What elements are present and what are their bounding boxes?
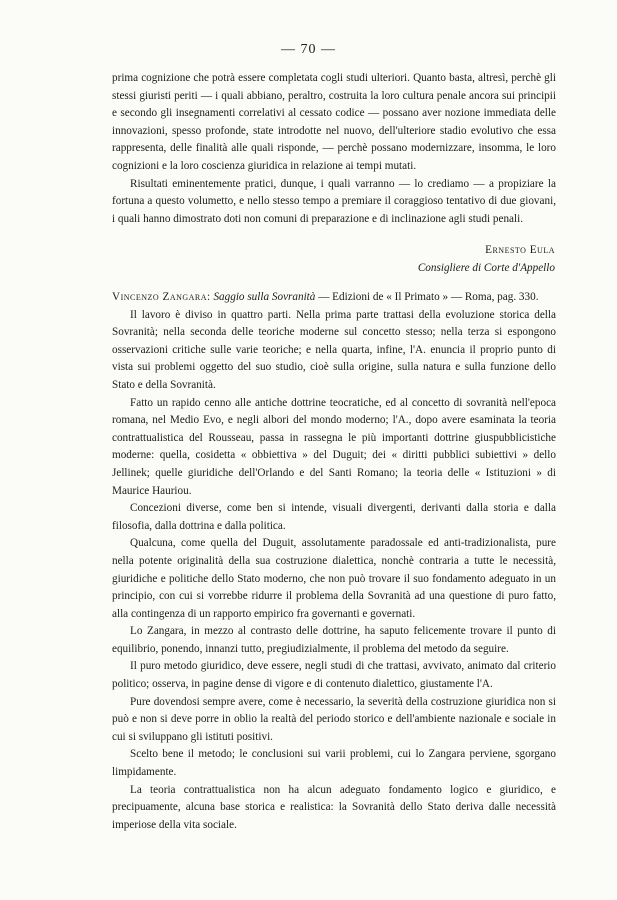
review-2-text xyxy=(112,289,556,834)
review-1-text xyxy=(112,70,556,228)
page-number: — 70 — xyxy=(281,42,336,57)
paragraph: Fatto un rapido cenno alle antiche dottrine teocratiche, ed al concetto di sovranità nell'epoca romana, nel Medio Evo, e negli albori del mondo moderno; l'A., dopo avere esaminata la teoria contrattualistica del Rousseau, passa in rassegna le più importanti dottrine giuspubblicistiche moderne: quella, cosidetta « obbiettiva » del Duguit; dei « diritti pubblici subiettivi » dello Jellinek; quelle giuridiche dell'Orlando e del Santi Romano; la teoria delle « Istituzioni » di Maurice Hauriou. xyxy=(112,396,556,497)
signature-name: Ernesto Eula xyxy=(485,244,555,256)
paragraph: Il puro metodo giuridico, deve essere, negli studi di che trattasi, avvivato, animato dal criterio politico; osserva, in pagine dense di vigore e di contenuto dialettico, giustamente l'A. xyxy=(112,660,556,691)
review-publisher: — Edizioni de « Il Primato » — Roma, pag. 330. xyxy=(318,291,539,303)
paragraph: Concezioni diverse, come ben si intende, visuali divergenti, derivanti dalla storia e dalla filosofia, dalla dottrina e dalla politica. xyxy=(112,502,556,532)
review-author: Vincenzo Zangara: xyxy=(112,291,211,303)
paragraph: Lo Zangara, in mezzo al contrasto delle dottrine, ha saputo felicemente trovare il punto di equilibrio, ponendo, innanzi tutto, pregiudizialmente, il problema del metodo da seguire. xyxy=(112,625,556,655)
paragraph: Qualcuna, come quella del Duguit, assolutamente paradossale ed anti-tradizionalista, pure nella potente originalità della sua costruzione dialettica, nonchè contraria a tutte le necessità, giuridiche e politiche dello Stato moderno, che non può trovare il suo fondamento adeguato in un principio, con cui si vorrebbe ridurre il problema della Sovranità ad una questione di puro fatto, alla contingenza di un rapporto empirico fra governanti e governati. xyxy=(112,537,556,620)
review-book-title: Saggio sulla Sovranità xyxy=(213,291,316,303)
paragraph: Scelto bene il metodo; le conclusioni sui varii problemi, cui lo Zangara perviene, sgorgano limpidamente. xyxy=(112,748,556,779)
signature-title: Consigliere di Corte d'Appello xyxy=(417,262,555,274)
review-heading xyxy=(112,289,556,307)
paragraph: Il lavoro è diviso in quattro parti. Nella prima parte trattasi della evoluzione storica della Sovranità; nella seconda delle teoriche moderne sul concetto stesso; nella terza si espongono osservazioni critiche sulle varie teoriche; e nella quarta, infine, l'A. enuncia il proprio punto di vista sui problemi oggetto del suo studio, cioè sulla origine, sulla natura e sulla funzione dello Stato e della Sovranità. xyxy=(112,308,556,391)
paragraph: Pure dovendosi sempre avere, come è necessario, la severità della costruzione giuridica non si può e non si deve porre in oblio la realtà del periodo storico e dell'ambiente nazionale e sociale in cui si sviluppano gli istituti positivi. xyxy=(112,695,556,743)
paragraph: Risultati eminentemente pratici, dunque, i quali varranno — lo crediamo — a propiziare la fortuna a questo volumetto, e nello stesso tempo a premiare il coraggioso tentativo di due giovani, i quali hanno dimostrato doti non comuni di preparazione e di inclinazione agli studi penali. xyxy=(112,177,556,225)
signature-block xyxy=(418,241,555,277)
paragraph: prima cognizione che potrà essere completata cogli studi ulteriori. Quanto basta, altresì, perchè gli stessi giuristi periti — i quali abbiano, peraltro, costruita la loro cultura penale ancora sui principii e secondo gli insegnamenti correlativi al cessato codice — possano aver nozione immediata delle innovazioni, spesso profonde, state introdotte nel nuovo, dell'ulteriore stadio evolutivo che essa rappresenta, delle finalità alle quali risponde, — perchè possano modernizzare, insomma, le loro cognizioni e la loro coscienza giuridica in relazione ai tempi mutati. xyxy=(112,72,556,172)
paragraph: La teoria contrattualistica non ha alcun adeguato fondamento logico e giuridico, e precipuamente, alcuna base storica e realistica: la Sovranità dello Stato deriva dalle necessità imperiose della vita sociale. xyxy=(112,783,556,831)
